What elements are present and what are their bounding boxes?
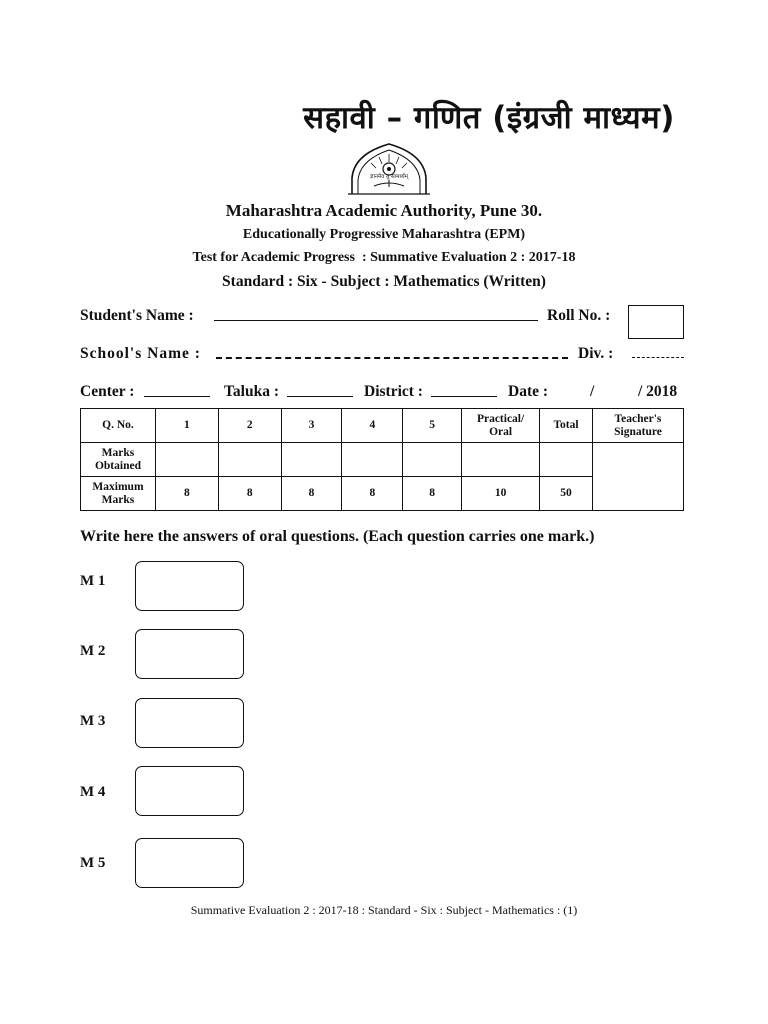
header-cell: 5 [403, 409, 462, 443]
marks-cell[interactable] [540, 443, 593, 477]
student-name-field[interactable] [214, 320, 538, 321]
center-field[interactable] [144, 396, 210, 397]
max-mark-cell: 8 [281, 477, 342, 511]
div-field[interactable] [632, 357, 684, 358]
hindi-title: सहावी – गणित (इंग्रजी माध्यम) [303, 100, 675, 136]
taluka-field[interactable] [287, 396, 353, 397]
div-label: Div. : [578, 345, 614, 362]
max-mark-cell: 8 [218, 477, 281, 511]
student-name-label: Student's Name : [80, 307, 194, 324]
marks-cell[interactable] [218, 443, 281, 477]
standard-subject: Standard : Six - Subject : Mathematics (Written) [222, 273, 546, 290]
district-field[interactable] [431, 396, 497, 397]
header-cell: 3 [281, 409, 342, 443]
max-mark-cell: 8 [403, 477, 462, 511]
header-cell: Practical/ Oral [462, 409, 540, 443]
roll-no-box[interactable] [628, 305, 684, 339]
center-label: Center : [80, 383, 135, 400]
max-mark-cell: 50 [540, 477, 593, 511]
oral-answer-box-m1[interactable] [135, 561, 244, 611]
marks-cell[interactable] [462, 443, 540, 477]
oral-answer-box-m4[interactable] [135, 766, 244, 816]
oral-label-m2: M 2 [80, 643, 106, 659]
program-name: Educationally Progressive Maharashtra (EPM) [242, 227, 526, 242]
marks-cell[interactable] [403, 443, 462, 477]
roll-no-label: Roll No. : [547, 307, 611, 324]
date-label: Date : [508, 383, 549, 400]
school-name-field[interactable] [216, 357, 568, 359]
marks-cell[interactable] [281, 443, 342, 477]
header-cell: 2 [218, 409, 281, 443]
oral-answer-box-m5[interactable] [135, 838, 244, 888]
header-cell: Teacher's Signature [592, 409, 683, 443]
header-cell: Total [540, 409, 593, 443]
page-footer: Summative Evaluation 2 : 2017-18 : Standard - Six : Subject - Mathematics : (1) [190, 903, 578, 917]
marks-obtained-label: Marks Obtained [81, 443, 156, 477]
test-title: Test for Academic Progress : Summative Evaluation 2 : 2017-18 [192, 250, 576, 265]
date-year: / 2018 [638, 383, 678, 400]
district-label: District : [364, 383, 423, 400]
max-mark-cell: 8 [342, 477, 403, 511]
marks-table [80, 408, 684, 511]
taluka-label: Taluka : [224, 383, 279, 400]
oral-label-m3: M 3 [80, 713, 106, 729]
authority-name: Maharashtra Academic Authority, Pune 30. [225, 201, 543, 220]
header-cell: 4 [342, 409, 403, 443]
oral-instruction: Write here the answers of oral questions. (Each question carries one mark.) [80, 528, 595, 545]
marks-cell[interactable] [342, 443, 403, 477]
oral-label-m5: M 5 [80, 855, 106, 871]
table-header-row [81, 409, 684, 443]
emblem-motto: ज्ञानमेव तु सामर्थ्यम् [369, 174, 408, 180]
oral-answer-box-m3[interactable] [135, 698, 244, 748]
marks-obtained-row [81, 443, 684, 477]
maximum-marks-label: Maximum Marks [81, 477, 156, 511]
emblem-logo [344, 140, 434, 198]
max-mark-cell: 10 [462, 477, 540, 511]
oral-label-m4: M 4 [80, 784, 106, 800]
oral-answer-box-m2[interactable] [135, 629, 244, 679]
oral-label-m1: M 1 [80, 573, 106, 589]
teacher-signature-cell[interactable] [592, 443, 683, 511]
header-cell: 1 [155, 409, 218, 443]
header-cell: Q. No. [81, 409, 156, 443]
date-separator: / [590, 383, 595, 400]
marks-cell[interactable] [155, 443, 218, 477]
school-name-label: School's Name : [80, 345, 201, 362]
max-mark-cell: 8 [155, 477, 218, 511]
